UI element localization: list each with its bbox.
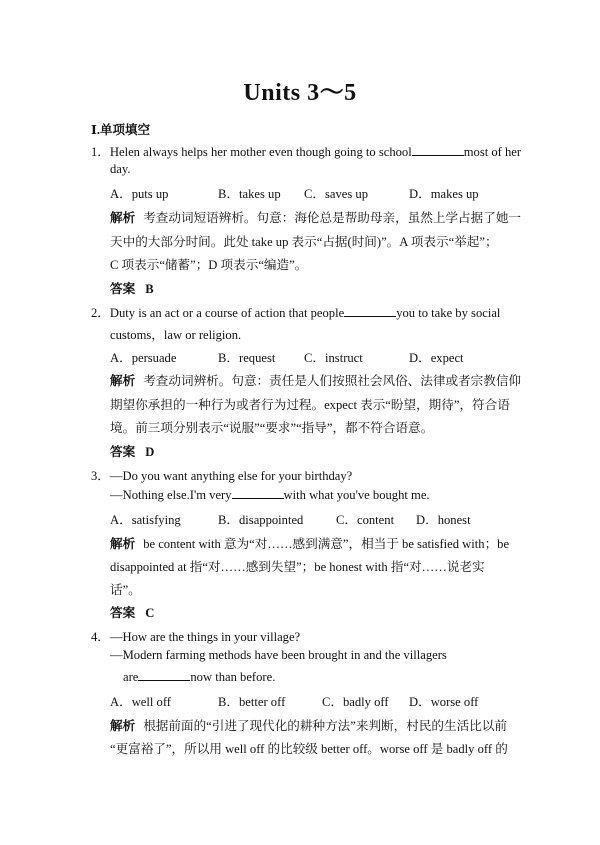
section-heading: Ⅰ.单项填空	[91, 123, 150, 137]
option-a: A．puts up	[110, 187, 169, 201]
analysis-line: C 项表示“储蓄”；D 项表示“编造”。	[110, 258, 308, 272]
question-4-stem: 4．—How are the things in your village?	[91, 630, 301, 644]
question-2-stem: 2．Duty is an act or a course of action that people you to take by social	[91, 306, 501, 320]
option-d: D．expect	[409, 351, 464, 365]
option-b: B．better off	[218, 695, 286, 709]
answer-blank	[232, 487, 284, 499]
option-d: D．worse off	[409, 695, 479, 709]
option-a: A．satisfying	[110, 513, 181, 527]
option-b: B．disappointed	[218, 513, 304, 527]
answer-blank	[412, 144, 464, 156]
question-4-stem-cont: are now than before.	[123, 670, 276, 684]
analysis-line: 解析 be content with 意为“对……感到满意”，相当于 be satisfied with；be	[110, 537, 510, 551]
option-b: B．request	[218, 351, 276, 365]
question-3-stem: 3．—Do you want anything else for your birthday?	[91, 469, 353, 483]
option-d: D．makes up	[409, 187, 479, 201]
analysis-line: 天中的大部分时间。此处 take up 表示“占据(时间)”。A 项表示“举起”；	[110, 235, 498, 249]
analysis-line: 解析 根据前面的“引进了现代化的耕种方法”来判断，村民的生活比以前	[110, 719, 507, 733]
option-c: C．instruct	[304, 351, 363, 365]
answer-blank	[138, 669, 190, 681]
option-a: A．persuade	[110, 351, 177, 365]
answer-blank	[344, 305, 396, 317]
question-3-stem-cont: —Nothing else.I'm very with what you've bought me.	[110, 488, 430, 502]
analysis-label: 解析	[110, 537, 136, 551]
question-4-stem-cont: —Modern farming methods have been brought in and the villagers	[110, 648, 447, 662]
analysis-line: disappointed at 指“对……感到失望”；be honest with 指“对……说老实	[110, 560, 485, 574]
option-a: A．well off	[110, 695, 171, 709]
option-c: C．content	[336, 513, 395, 527]
analysis-line: “更富裕了”，所以用 well off 的比较级 better off。worse off 是 badly off 的	[110, 742, 508, 756]
option-b: B．takes up	[218, 187, 281, 201]
page-title: Units 3～5	[243, 80, 357, 106]
analysis-line: 期望你承担的一种行为或者行为过程。expect 表示“盼望，期待”，符合语	[110, 398, 510, 412]
question-1-stem-cont: day.	[110, 162, 131, 176]
analysis-label: 解析	[110, 211, 136, 225]
question-2-stem-cont: customs，law or religion.	[110, 328, 242, 342]
analysis-label: 解析	[110, 719, 136, 733]
analysis-label: 解析	[110, 374, 136, 388]
analysis-line: 解析 考查动词辨析。句意：责任是人们按照社会风俗、法律或者宗教信仰	[110, 374, 521, 388]
option-c: C．badly off	[322, 695, 389, 709]
answer-line: 答案 B	[110, 282, 154, 296]
analysis-line: 解析 考查动词短语辨析。句意：海伦总是帮助母亲，虽然上学占据了她一	[110, 211, 521, 225]
option-d: D．honest	[416, 513, 471, 527]
analysis-line: 话”。	[110, 583, 141, 597]
answer-line: 答案 D	[110, 445, 155, 459]
analysis-line: 境。前三项分别表示“说服”“要求”“指导”，都不符合语意。	[110, 421, 434, 435]
answer-line: 答案 C	[110, 606, 155, 620]
question-1-stem: 1．Helen always helps her mother even though going to school most of her	[91, 145, 522, 159]
option-c: C．saves up	[304, 187, 369, 201]
